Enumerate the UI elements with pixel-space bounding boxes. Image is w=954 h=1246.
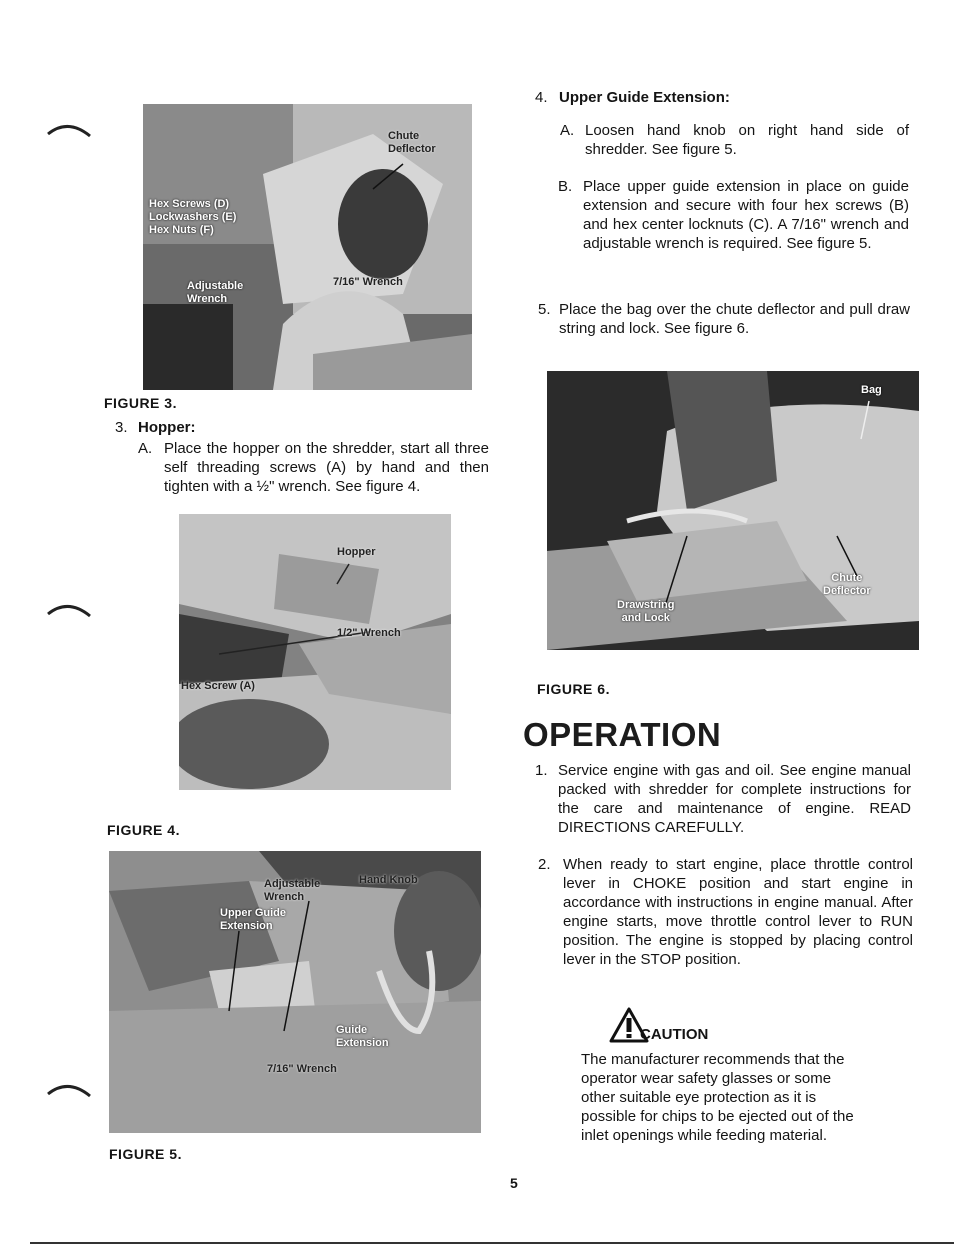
- bottom-rule: [30, 1242, 954, 1244]
- upper-guide-item-a-letter: A.: [560, 122, 575, 139]
- hopper-title: Hopper:: [138, 419, 196, 436]
- upper-guide-title: Upper Guide Extension:: [559, 89, 730, 106]
- hopper-item-a-text: Place the hopper on the shredder, start all three self threading screws (A) by hand and then tighten with a ½" wrench. See figure 4.: [164, 440, 489, 495]
- figure-5-photo: [109, 851, 481, 1133]
- label-adjustable-wrench: Adjustable Wrench: [187, 280, 244, 305]
- label-half-inch-wrench: 1/2" Wrench: [337, 627, 401, 639]
- operation-step-2-number: 2.: [538, 856, 551, 873]
- operation-heading: OPERATION: [523, 716, 722, 753]
- label-hex-screws: Hex Screws (D) Lockwashers (E) Hex Nuts (F): [149, 198, 237, 236]
- label-7-16-wrench: 7/16" Wrench: [333, 276, 403, 288]
- upper-guide-item-a-text: Loosen hand knob on right hand side of shredder. See figure 5.: [585, 122, 909, 158]
- figure-6-photo: [547, 371, 919, 650]
- caution-text: The manufacturer recommends that the operator wear safety glasses or some other suitable eye protection as it is possible for chips to be ejected out of the inlet openings while feeding material.: [581, 1051, 854, 1144]
- operation-step-1-number: 1.: [535, 762, 548, 779]
- label-adjustable-wrench: Adjustable Wrench: [264, 878, 321, 903]
- label-chute-deflector: Chute Deflector: [823, 572, 871, 597]
- upper-guide-step-number: 4.: [535, 89, 548, 106]
- binder-hole-mark-middle: [46, 600, 96, 624]
- figure-3-photo: [143, 104, 472, 390]
- figure-4-caption: FIGURE 4.: [107, 822, 180, 838]
- bag-step-text: Place the bag over the chute deflector and pull draw string and lock. See figure 6.: [559, 301, 910, 337]
- page-number: 5: [510, 1175, 518, 1191]
- binder-hole-mark-top: [46, 120, 96, 144]
- label-hex-screw: Hex Screw (A): [181, 680, 255, 692]
- caution-label: CAUTION: [640, 1026, 709, 1043]
- figure-5-caption: FIGURE 5.: [109, 1146, 182, 1162]
- label-hopper: Hopper: [337, 546, 376, 558]
- label-upper-guide-extension: Upper Guide Extension: [220, 907, 287, 932]
- label-bag: Bag: [861, 384, 882, 396]
- figure-4-photo: [179, 514, 451, 790]
- figure-3-caption: FIGURE 3.: [104, 395, 177, 411]
- bag-step-number: 5.: [538, 301, 551, 318]
- label-hand-knob: Hand Knob: [359, 874, 418, 886]
- upper-guide-item-b-text: Place upper guide extension in place on guide extension and secure with four hex screws (B) and hex center locknuts (C). A 7/16" wrench and adjustable wrench is required. See figure 5.: [583, 178, 909, 252]
- hopper-step-number: 3.: [115, 419, 128, 436]
- figure-6-caption: FIGURE 6.: [537, 681, 610, 697]
- upper-guide-item-b-letter: B.: [558, 178, 573, 195]
- hopper-item-a-letter: A.: [138, 440, 153, 457]
- label-drawstring-and-lock: Drawstring and Lock: [617, 599, 675, 624]
- label-guide-extension: Guide Extension: [336, 1024, 389, 1049]
- operation-step-1-text: Service engine with gas and oil. See engine manual packed with shredder for complete instructions for the care and maintenance of engine. READ DIRECTIONS CAREFULLY.: [558, 762, 911, 836]
- label-chute-deflector: Chute Deflector: [388, 130, 436, 155]
- operation-step-2-text: When ready to start engine, place throttle control lever in CHOKE position and start engine in accordance with instructions in engine manual. After engine starts, move throttle control lever to RUN position. The engine is stopped by placing control lever in the STOP position.: [563, 856, 913, 968]
- binder-hole-mark-bottom: [46, 1080, 96, 1104]
- label-7-16-wrench: 7/16" Wrench: [267, 1063, 337, 1075]
